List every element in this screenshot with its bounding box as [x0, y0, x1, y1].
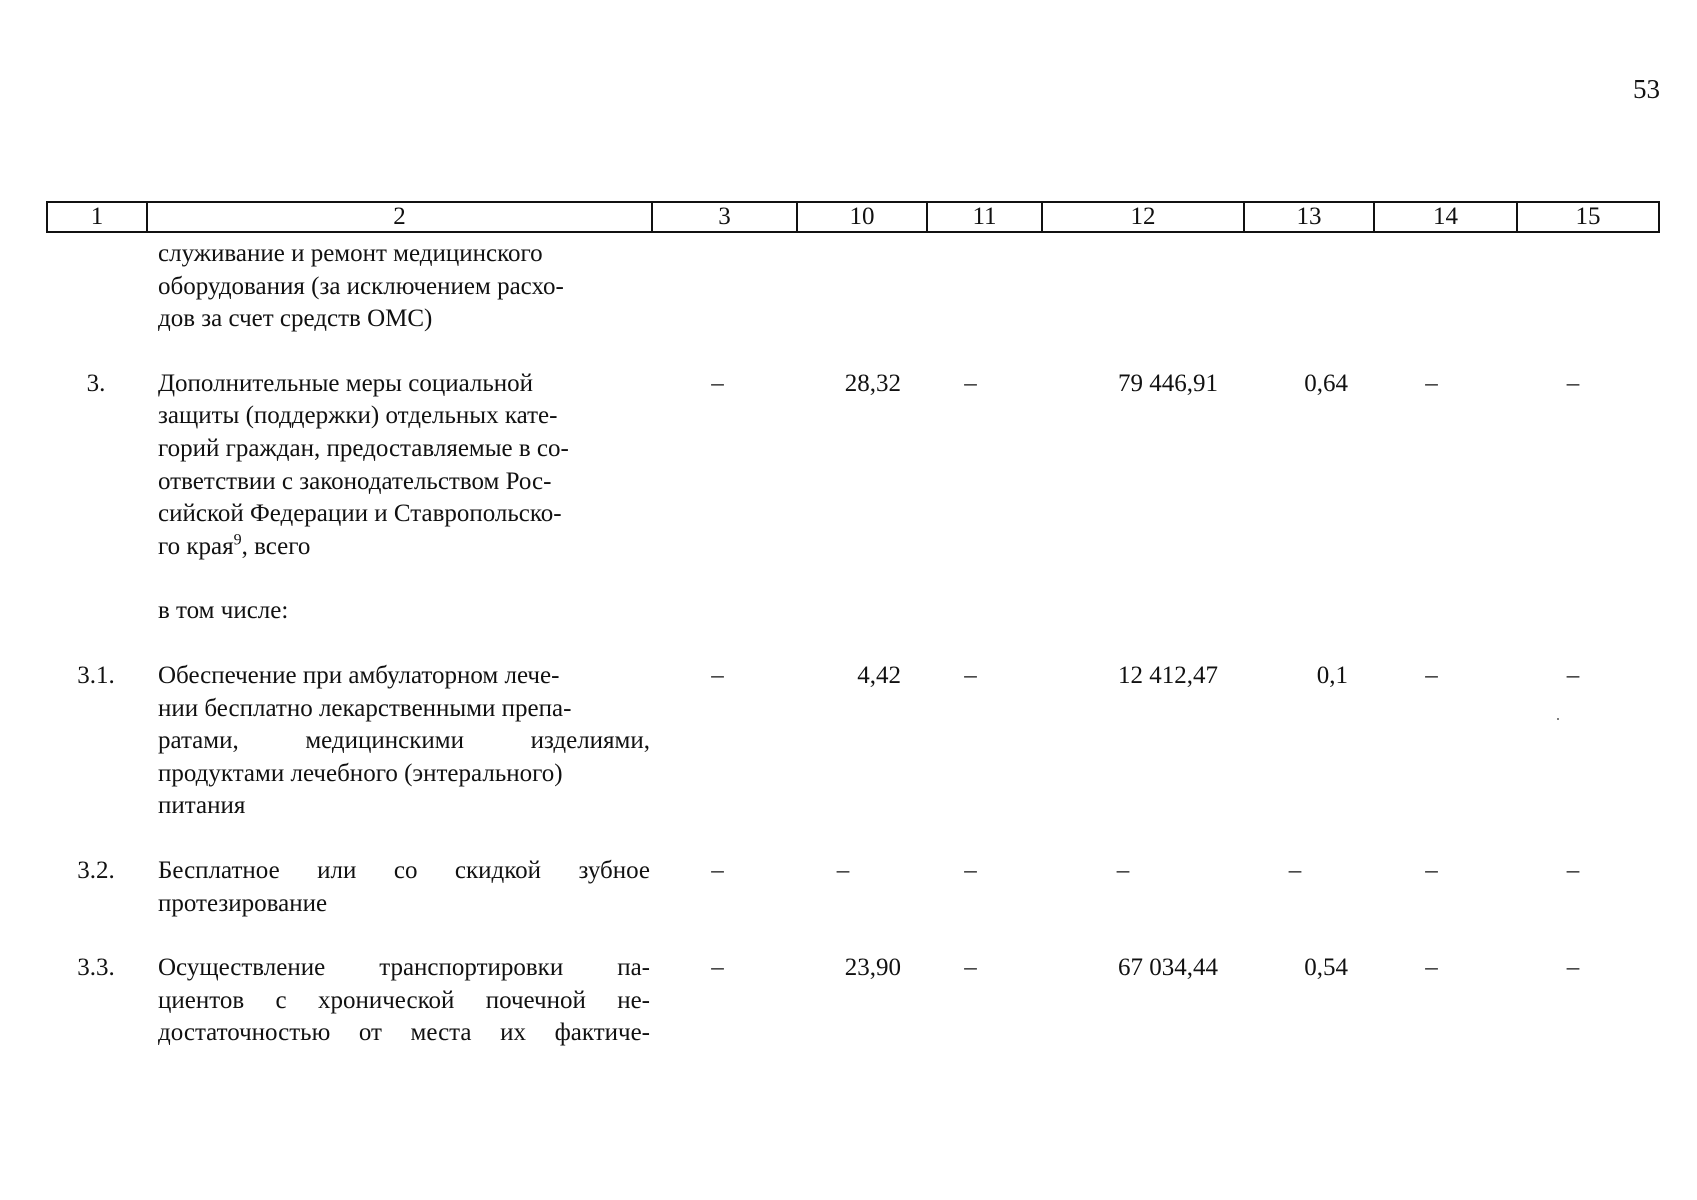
header-col-13: 13: [1245, 203, 1375, 231]
description-text: го края: [158, 532, 234, 560]
description-line: Осуществление транспортировки па-: [158, 954, 650, 982]
row-description: [158, 595, 650, 628]
cell-col-11: –: [964, 369, 977, 397]
cell-col-3: –: [711, 856, 724, 884]
cell-col-13: 0,64: [1304, 369, 1348, 397]
cell-col-13: 0,1: [1316, 661, 1348, 689]
header-col-2: 2: [148, 203, 653, 231]
cell-col-14: –: [1425, 661, 1438, 689]
description-line: продуктами лечебного (энтерального): [158, 759, 563, 787]
table-body: [46, 238, 1660, 1050]
description-text: , всего: [241, 532, 311, 560]
cell-col-10: 28,32: [844, 369, 901, 397]
cell-col-15: –: [1566, 661, 1580, 689]
header-col-14: 14: [1375, 203, 1518, 231]
table-row: [46, 952, 1660, 1050]
description-line: оборудования (за исключением расхо-: [158, 272, 564, 300]
table-row: [46, 368, 1660, 564]
row-description: [158, 368, 650, 564]
description-line: ответствии с законодательством Рос-: [158, 467, 552, 495]
description-line: [158, 531, 650, 564]
description-line: защиты (поддержки) отдельных кате-: [158, 402, 558, 430]
description-line: Бесплатное или со скидкой зубное: [158, 856, 650, 884]
description-line: служивание и ремонт медицинского: [158, 240, 543, 267]
cell-col-12: 12 412,47: [1118, 661, 1218, 689]
cell-col-14: –: [1425, 954, 1438, 982]
cell-col-14: –: [1425, 369, 1438, 397]
cell-col-15: –: [1566, 369, 1580, 397]
header-col-3: 3: [653, 203, 798, 231]
cell-col-14: –: [1425, 856, 1438, 884]
row-description: [158, 238, 650, 336]
table-row: [46, 238, 1660, 336]
table-header: [46, 201, 1660, 233]
row-description: [158, 660, 650, 823]
row-number: 3.3.: [77, 954, 115, 982]
cell-col-10: 4,42: [857, 661, 901, 689]
row-number: 3.2.: [77, 856, 115, 884]
description-line: протезирование: [158, 889, 328, 917]
description-line: питания: [158, 792, 246, 820]
row-description: [158, 952, 650, 1050]
cell-col-13: –: [1288, 856, 1302, 884]
description-line: дов за счет средств ОМС): [158, 305, 433, 333]
cell-col-15: –: [1566, 856, 1580, 884]
table-row: [46, 660, 1660, 823]
description-line: сийской Федерации и Ставропольско-: [158, 500, 562, 528]
cell-col-3: –: [711, 661, 724, 689]
row-number: 3.: [86, 369, 106, 397]
page-number: 53: [1633, 74, 1660, 104]
description-line: достаточностью от места их фактиче-: [158, 1019, 650, 1047]
cell-col-10: 23,90: [844, 954, 901, 982]
scan-speck: [1557, 718, 1559, 720]
cell-col-15: –: [1566, 954, 1580, 982]
cell-col-3: –: [711, 954, 724, 982]
description-line: Обеспечение при амбулаторном лече-: [158, 661, 560, 689]
footnote-marker: 9: [233, 531, 242, 549]
description-line: нии бесплатно лекарственными препа-: [158, 694, 572, 722]
header-col-10: 10: [798, 203, 928, 231]
cell-col-11: –: [964, 856, 977, 884]
row-description: [158, 855, 650, 920]
header-col-1: 1: [48, 203, 148, 231]
header-col-12: 12: [1043, 203, 1245, 231]
description-line: циентов с хронической почечной не-: [158, 986, 650, 1014]
cell-col-12: 79 446,91: [1118, 369, 1218, 397]
description-line: в том числе:: [158, 597, 289, 625]
row-number: 3.1.: [77, 661, 115, 689]
cell-col-11: –: [964, 661, 977, 689]
table-row: [46, 855, 1660, 920]
cell-col-13: 0,54: [1304, 954, 1348, 982]
description-line: Дополнительные меры социальной: [158, 369, 534, 397]
table-row: [46, 595, 1660, 628]
header-col-15: 15: [1575, 203, 1601, 230]
cell-col-3: –: [711, 369, 724, 397]
cell-col-11: –: [964, 954, 977, 982]
cell-col-12: –: [1116, 856, 1130, 884]
cell-col-12: 67 034,44: [1118, 954, 1218, 982]
description-line: ратами, медицинскими изделиями,: [158, 727, 650, 755]
description-line: горий граждан, предоставляемые в со-: [158, 434, 569, 462]
cell-col-10: –: [836, 856, 850, 884]
header-col-11: 11: [928, 203, 1043, 231]
